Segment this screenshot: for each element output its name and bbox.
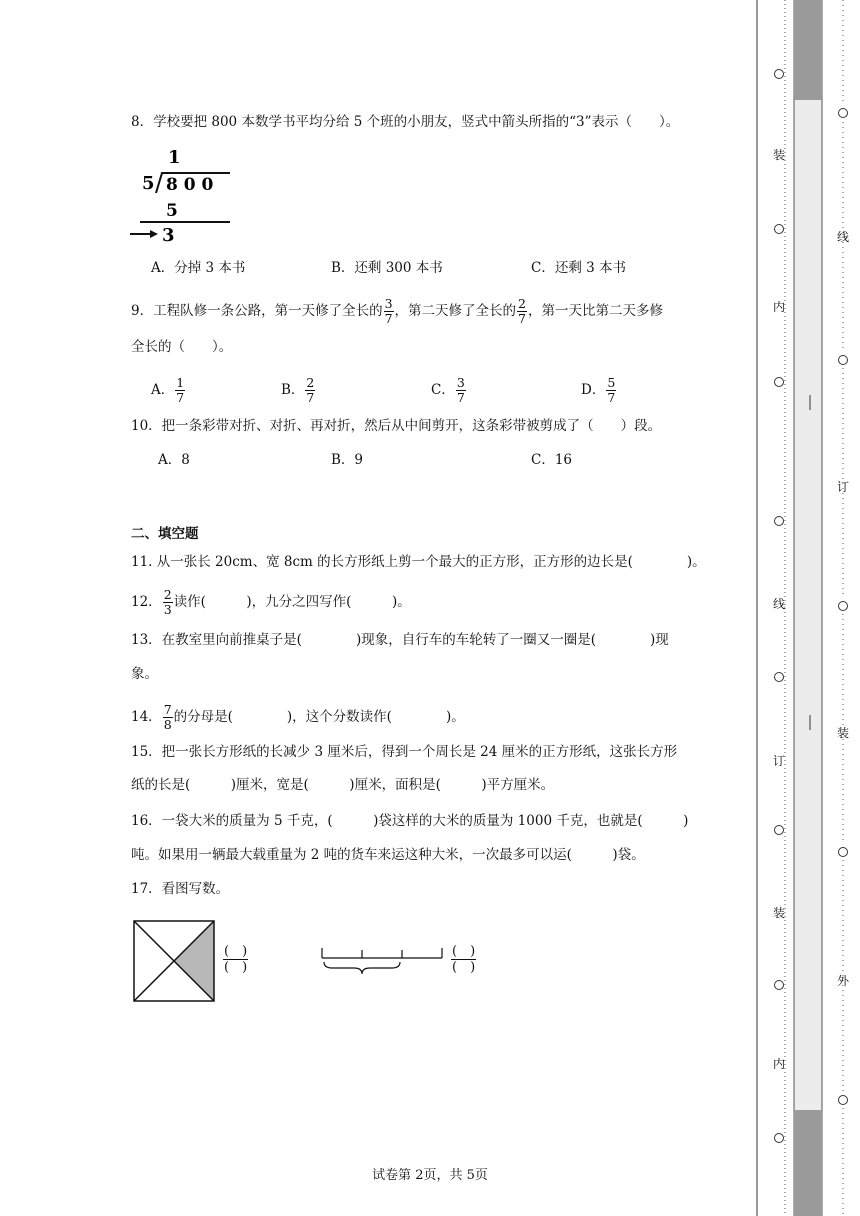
division-dividend: 8 0 0 (166, 175, 214, 195)
question-11-text: 11. 从一张长 20cm、宽 8cm 的长方形纸上剪一个最大的正方形，正方形的边长是( )。 (131, 554, 706, 570)
question-10-text: 10．把一条彩带对折、对折、再对折，然后从中间剪开，这条彩带被剪成了（ ）段。 (131, 418, 662, 434)
q12-fraction: $\frac{2}{3}$ (163, 587, 172, 617)
division-remainder: 3 (162, 225, 175, 245)
binding-label-inner-3: 线 (773, 597, 786, 611)
page-footer: 试卷第 2页，共 5页 (372, 1168, 488, 1183)
q8-option-c: C．还剩 3 本书 (531, 260, 627, 276)
q10-option-b: B．9 (331, 452, 364, 468)
question-13-line1: 13．在教室里向前推桌子是( )现象，自行车的车轮转了一圈又一圈是( )现 (131, 632, 669, 648)
q8-option-b: B．还剩 300 本书 (331, 260, 443, 276)
long-division-figure (128, 143, 238, 245)
section-2-title: 二、填空题 (131, 526, 199, 542)
division-arrow-head (150, 230, 158, 238)
q17-answer-fraction-1: ( ) ( ) (224, 944, 248, 975)
q9-option-a: A． $\frac{1}{7}$ (151, 375, 185, 405)
binding-label-outer-4: 外 (837, 974, 850, 988)
q17-answer-fraction-2: ( ) ( ) (452, 944, 476, 975)
question-16-line2: 吨。如果用一辆最大载重量为 2 吨的货车来运这种大米，一次最多可以运( )袋。 (131, 847, 645, 863)
question-15-line2: 纸的长是( )厘米，宽是( )厘米，面积是( )平方厘米。 (131, 777, 555, 793)
q10-option-a: A．8 (158, 452, 190, 468)
question-12-text: 12． $\frac{2}{3}$ 读作( )，九分之四写作( )。 (131, 587, 411, 617)
binding-lines (752, 0, 860, 1216)
binding-label-inner-6: 内 (773, 1057, 786, 1071)
q14-fraction: $\frac{7}{8}$ (163, 702, 172, 732)
question-9-line2: 全长的（ ）。 (131, 339, 233, 355)
division-quotient: 1 (168, 147, 181, 168)
q9-part2: ，第二天修了全长的 (394, 303, 517, 319)
binding-label-outer-2: 订 (837, 480, 850, 494)
binding-label-inner-5: 装 (773, 906, 786, 920)
q9-fraction-1: $\frac{3}{7}$ (384, 296, 393, 326)
question-14-text: 14． $\frac{7}{8}$ 的分母是( )，这个分数读作( )。 (131, 702, 465, 732)
brace (324, 962, 400, 974)
binding-label-inner-1: 装 (773, 148, 786, 162)
q9-fraction-2: $\frac{2}{7}$ (518, 296, 526, 326)
q8-option-a: A．分掉 3 本书 (151, 260, 246, 276)
question-8-text: 8．学校要把 800 本数学书平均分给 5 个班的小朋友，竖式中箭头所指的“3”表示（ ）。 (131, 114, 680, 130)
q17-square-figure (133, 920, 215, 1002)
question-16-line1: 16．一袋大米的质量为 5 千克，( )袋这样的大米的质量为 1000 千克，也就是( ) (131, 813, 689, 829)
binding-margin (752, 0, 860, 1216)
binding-label-outer-3: 装 (837, 726, 850, 740)
binding-label-inner-2: 内 (773, 300, 786, 314)
division-product: 5 (166, 201, 178, 221)
question-13-line2: 象。 (131, 666, 158, 682)
binding-label-inner-4: 订 (773, 754, 786, 768)
q9-option-c: C． $\frac{3}{7}$ (431, 375, 465, 405)
q10-option-c: C．16 (531, 452, 573, 468)
question-15-line1: 15．把一张长方形纸的长减少 3 厘米后，得到一个周长是 24 厘米的正方形纸，这张长方形 (131, 744, 678, 760)
q9-option-d: D． $\frac{5}{7}$ (581, 375, 616, 405)
division-divisor: 5 (142, 173, 155, 194)
q17-segment-figure (318, 940, 448, 982)
q9-option-b: B． $\frac{2}{7}$ (281, 375, 315, 405)
q9-part1: 9．工程队修一条公路，第一天修了全长的 (131, 303, 383, 319)
binding-label-outer-1: 线 (837, 230, 850, 244)
question-9-line1 (131, 297, 663, 326)
shaded-triangle (174, 921, 214, 1001)
q9-part3: ，第一天比第二天多修 (528, 303, 663, 319)
question-17-text: 17．看图写数。 (131, 881, 230, 897)
